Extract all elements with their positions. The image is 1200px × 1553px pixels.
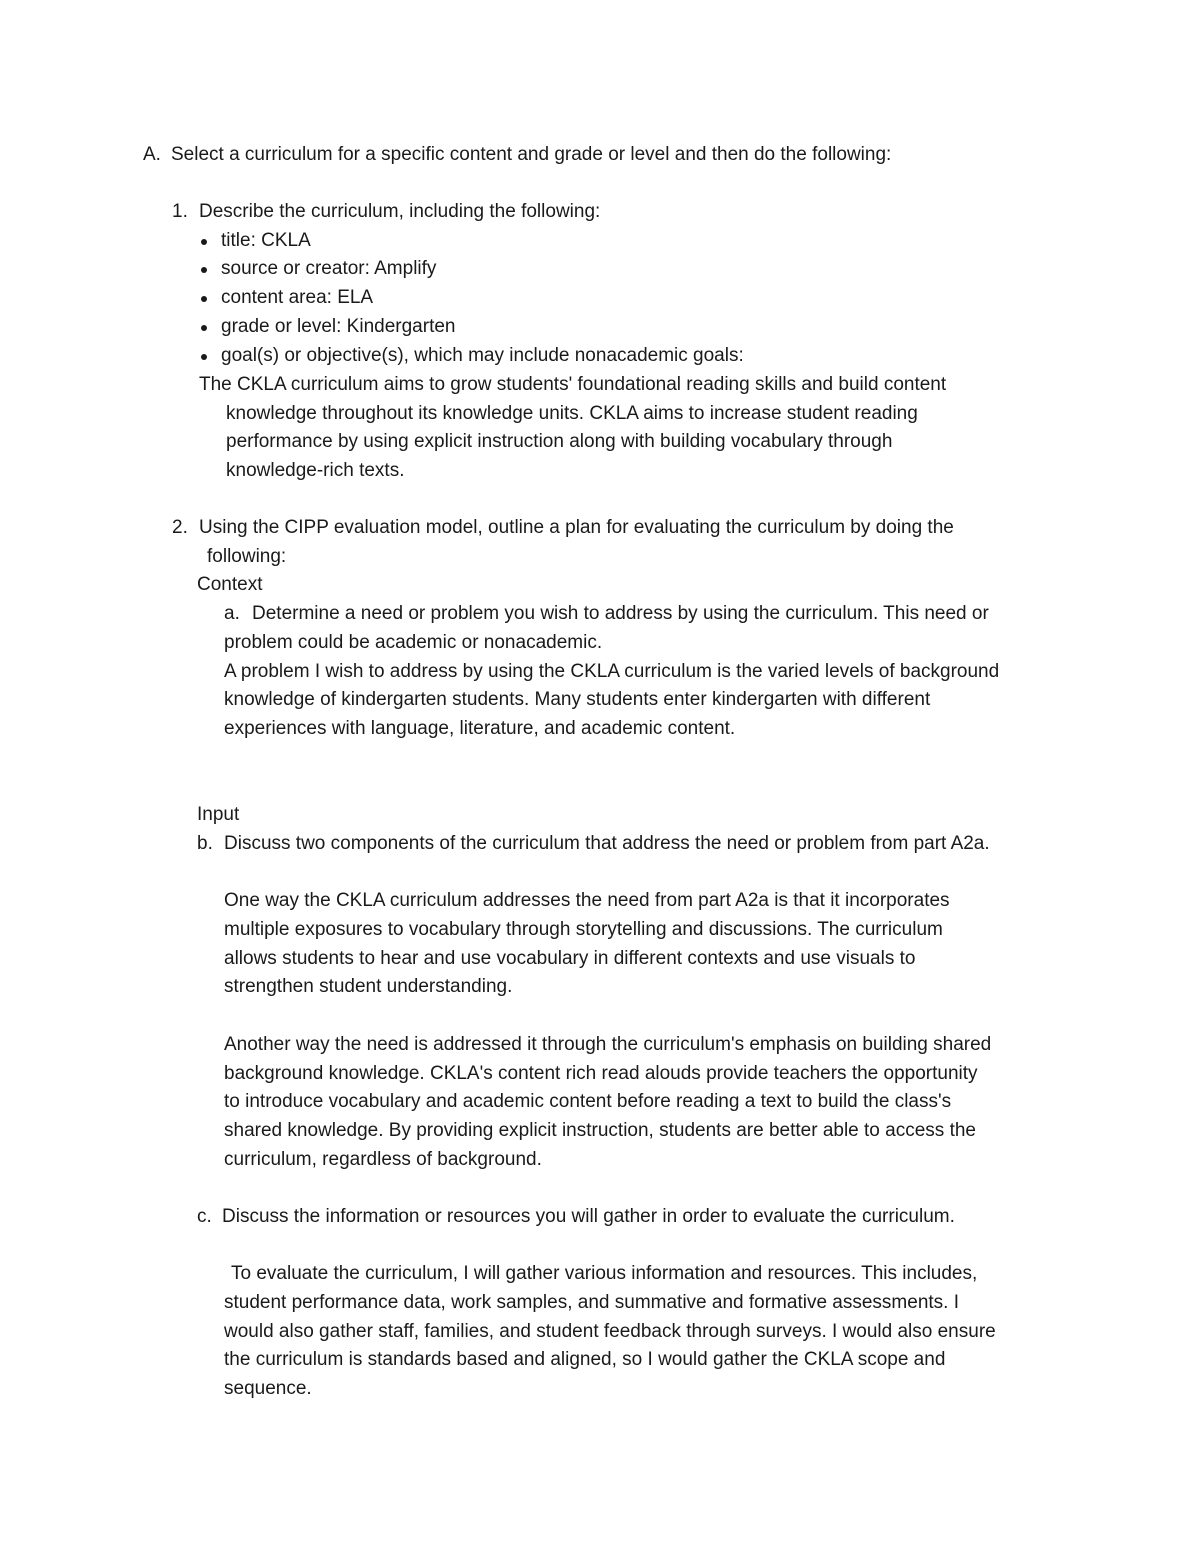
- part-b-marker: b.: [197, 833, 213, 854]
- item-2-prompt-line: following:: [207, 546, 287, 567]
- part-b-answer-1-line: strengthen student understanding.: [224, 976, 513, 997]
- part-a-prompt-line: Determine a need or problem you wish to address by using the curriculum. This need or: [252, 603, 989, 624]
- item-2-prompt-line: Using the CIPP evaluation model, outline a plan for evaluating the curriculum by doing the: [199, 517, 954, 538]
- part-a-answer-line: A problem I wish to address by using the CKLA curriculum is the varied levels of background: [224, 661, 1000, 682]
- part-b-answer-2-line: to introduce vocabulary and academic content before reading a text to build the class's: [224, 1091, 952, 1112]
- part-c-prompt: Discuss the information or resources you will gather in order to evaluate the curriculum.: [222, 1206, 955, 1227]
- part-a-answer-line: knowledge of kindergarten students. Many students enter kindergarten with different: [224, 689, 931, 710]
- part-a-prompt-line: problem could be academic or nonacademic.: [224, 632, 603, 653]
- part-b-answer-2-line: Another way the need is addressed it through the curriculum's emphasis on building shared: [224, 1034, 992, 1055]
- part-b-answer-1-line: One way the CKLA curriculum addresses the need from part A2a is that it incorporates: [224, 890, 950, 911]
- part-c-answer-line: sequence.: [224, 1378, 312, 1399]
- part-b-prompt: Discuss two components of the curriculum that address the need or problem from part A2a.: [224, 833, 990, 854]
- part-b-answer-2-line: curriculum, regardless of background.: [224, 1149, 542, 1170]
- goal-answer-line: knowledge-rich texts.: [226, 460, 405, 481]
- item-1-prompt: Describe the curriculum, including the following:: [199, 201, 601, 222]
- bullet-content-area: content area: ELA: [221, 287, 374, 308]
- item-1-marker: 1.: [172, 201, 188, 222]
- part-c-answer-line: would also gather staff, families, and student feedback through surveys. I would also ensure: [224, 1321, 996, 1342]
- part-c-answer-line: the curriculum is standards based and aligned, so I would gather the CKLA scope and: [224, 1349, 946, 1370]
- part-a-answer-line: experiences with language, literature, and academic content.: [224, 718, 736, 739]
- part-b-answer-2-line: shared knowledge. By providing explicit instruction, students are better able to access the: [224, 1120, 976, 1141]
- goal-answer-line: performance by using explicit instruction along with building vocabulary through: [226, 431, 893, 452]
- part-c-answer-line: student performance data, work samples, and summative and formative assessments. I: [224, 1292, 959, 1313]
- goal-answer-line: The CKLA curriculum aims to grow students' foundational reading skills and build content: [199, 374, 947, 395]
- part-b-answer-1-line: allows students to hear and use vocabulary in different contexts and use visuals to: [224, 948, 916, 969]
- bullet-goals: goal(s) or objective(s), which may include nonacademic goals:: [221, 345, 744, 366]
- bullet-title: title: CKLA: [221, 230, 311, 251]
- part-c-answer-line: To evaluate the curriculum, I will gather various information and resources. This includes,: [231, 1263, 978, 1284]
- section-a-marker: A.: [143, 144, 161, 165]
- bullet-source: source or creator: Amplify: [221, 258, 437, 279]
- part-c-marker: c.: [197, 1206, 212, 1227]
- context-heading: Context: [197, 574, 263, 595]
- part-a-marker: a.: [224, 603, 240, 624]
- input-heading: Input: [197, 804, 240, 825]
- bullet-grade: grade or level: Kindergarten: [221, 316, 456, 337]
- part-b-answer-1-line: multiple exposures to vocabulary through storytelling and discussions. The curriculum: [224, 919, 943, 940]
- item-2-marker: 2.: [172, 517, 188, 538]
- part-b-answer-2-line: background knowledge. CKLA's content rich read alouds provide teachers the opportunity: [224, 1063, 978, 1084]
- goal-answer-line: knowledge throughout its knowledge units. CKLA aims to increase student reading: [226, 403, 918, 424]
- section-a-prompt: Select a curriculum for a specific content and grade or level and then do the following:: [171, 144, 892, 165]
